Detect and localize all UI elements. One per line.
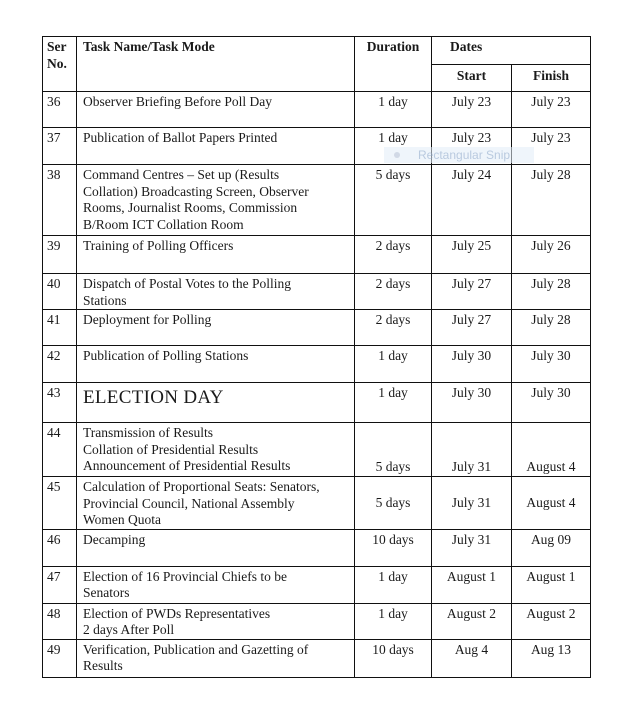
ser-no: 37	[43, 128, 77, 165]
start-date: August 1	[432, 566, 512, 603]
task-name: Calculation of Proportional Seats: Senators, Provincial Council, National Assembly Women Quota	[77, 477, 355, 530]
duration: 1 day	[355, 566, 432, 603]
table-row	[43, 92, 591, 128]
duration: 10 days	[355, 639, 432, 677]
election-schedule-table	[42, 36, 591, 678]
table-row	[43, 346, 591, 383]
header-ser-no: Ser No.	[43, 37, 77, 92]
ser-no: 48	[43, 603, 77, 639]
task-name: Publication of Ballot Papers Printed	[77, 128, 355, 165]
table-row	[43, 477, 591, 530]
header-task-name: Task Name/Task Mode	[77, 37, 355, 92]
table-row	[43, 566, 591, 603]
start-date: July 25	[432, 236, 512, 274]
start-date: Aug 4	[432, 639, 512, 677]
ser-no: 43	[43, 383, 77, 423]
start-date: July 31	[432, 529, 512, 566]
header-start: Start	[432, 65, 512, 92]
ser-no: 45	[43, 477, 77, 530]
task-name: Election of 16 Provincial Chiefs to be Senators	[77, 566, 355, 603]
table-row	[43, 310, 591, 346]
ser-no: 49	[43, 639, 77, 677]
duration: 10 days	[355, 529, 432, 566]
ser-no: 46	[43, 529, 77, 566]
finish-date: July 28	[512, 165, 591, 236]
table-row	[43, 128, 591, 165]
duration: 1 day	[355, 346, 432, 383]
duration: 2 days	[355, 274, 432, 310]
finish-date: August 1	[512, 566, 591, 603]
ser-no: 42	[43, 346, 77, 383]
start-date: July 24	[432, 165, 512, 236]
finish-date: August 4	[512, 477, 591, 530]
ser-no: 36	[43, 92, 77, 128]
duration: 5 days	[355, 477, 432, 530]
duration: 1 day	[355, 603, 432, 639]
header-dates: Dates	[432, 37, 591, 65]
table-row	[43, 423, 591, 477]
start-date: July 30	[432, 383, 512, 423]
table-row	[43, 236, 591, 274]
task-name: Verification, Publication and Gazetting of Results	[77, 639, 355, 677]
duration: 1 day	[355, 92, 432, 128]
ser-no: 44	[43, 423, 77, 477]
table-row	[43, 529, 591, 566]
task-name: Publication of Polling Stations	[77, 346, 355, 383]
table-row	[43, 603, 591, 639]
task-name: Observer Briefing Before Poll Day	[77, 92, 355, 128]
finish-date: July 30	[512, 383, 591, 423]
task-name: Dispatch of Postal Votes to the Polling Stations	[77, 274, 355, 310]
duration: 2 days	[355, 310, 432, 346]
start-date: July 27	[432, 310, 512, 346]
finish-date: Aug 13	[512, 639, 591, 677]
finish-date: Aug 09	[512, 529, 591, 566]
finish-date: July 30	[512, 346, 591, 383]
finish-date: July 23	[512, 92, 591, 128]
header-duration: Duration	[355, 37, 432, 92]
start-date: July 27	[432, 274, 512, 310]
table-row-election-day	[43, 383, 591, 423]
ser-no: 41	[43, 310, 77, 346]
finish-date: August 2	[512, 603, 591, 639]
table-row	[43, 165, 591, 236]
header-finish: Finish	[512, 65, 591, 92]
duration: 5 days	[355, 423, 432, 477]
start-date: July 31	[432, 477, 512, 530]
start-date: July 31	[432, 423, 512, 477]
duration: 2 days	[355, 236, 432, 274]
task-name: Election of PWDs Representatives 2 days After Poll	[77, 603, 355, 639]
table-row	[43, 639, 591, 677]
start-date: July 30	[432, 346, 512, 383]
duration: 1 day	[355, 128, 432, 165]
task-name: Transmission of Results Collation of Presidential Results Announcement of Presidential Results	[77, 423, 355, 477]
duration: 5 days	[355, 165, 432, 236]
task-name: Deployment for Polling	[77, 310, 355, 346]
ser-no: 38	[43, 165, 77, 236]
task-name: Decamping	[77, 529, 355, 566]
ser-no: 39	[43, 236, 77, 274]
finish-date: August 4	[512, 423, 591, 477]
task-name: Command Centres – Set up (Results Collation) Broadcasting Screen, Observer Rooms, Journalist Rooms, Commission B/Room ICT Collation Room	[77, 165, 355, 236]
header-row-1	[43, 37, 591, 65]
task-name: Training of Polling Officers	[77, 236, 355, 274]
finish-date: July 28	[512, 310, 591, 346]
start-date: August 2	[432, 603, 512, 639]
duration: 1 day	[355, 383, 432, 423]
ser-no: 47	[43, 566, 77, 603]
finish-date: July 26	[512, 236, 591, 274]
task-name: ELECTION DAY	[77, 383, 355, 423]
finish-date: July 23	[512, 128, 591, 165]
table-row	[43, 274, 591, 310]
tooltip-label: Rectangular Snip	[418, 148, 511, 162]
start-date: July 23	[432, 128, 512, 165]
start-date: July 23	[432, 92, 512, 128]
finish-date: July 28	[512, 274, 591, 310]
ser-no: 40	[43, 274, 77, 310]
